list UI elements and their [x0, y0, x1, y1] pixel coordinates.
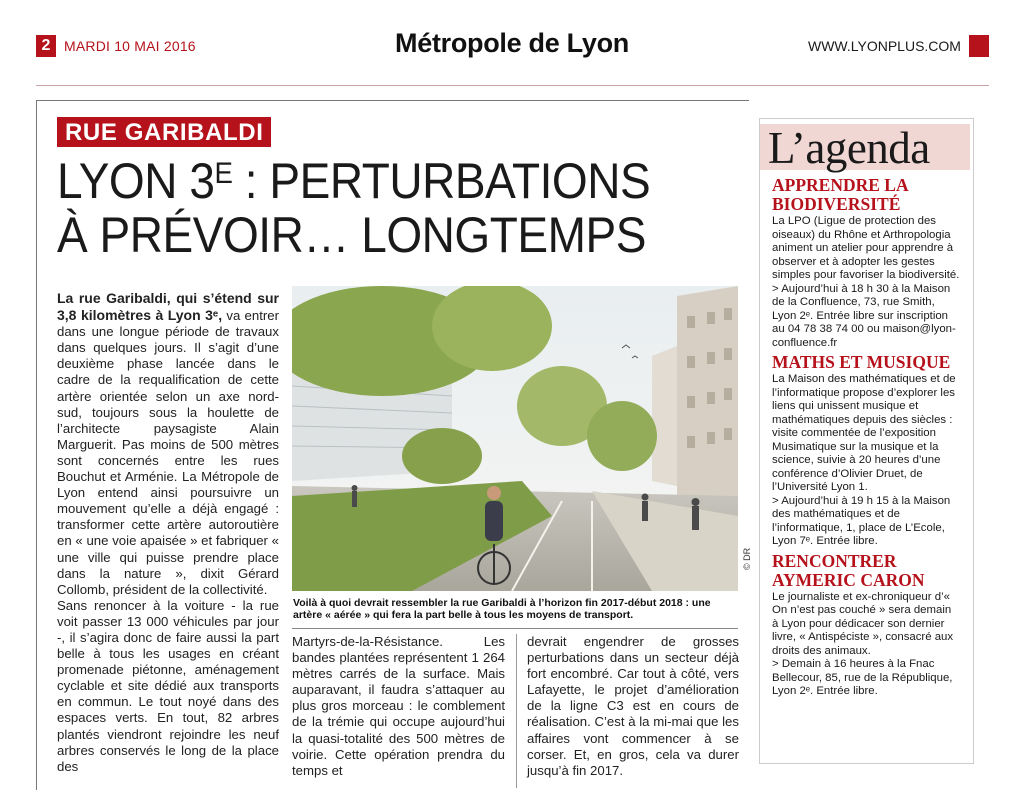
- agenda-item: [772, 353, 960, 549]
- agenda-item-text: La Maison des mathématiques et de l’informatique propose d’explorer les liens qui unissent musique et mathématiques depuis des siècles : visite commentée de l’exposition Musimatique sur la musique et la science, suivie à 20 heures d’une conférence d’Olivier Druet, de l’Université Lyon 1.: [772, 373, 956, 493]
- article-rubric: RUE GARIBALDI: [57, 117, 271, 147]
- headline-text-b: : PERTURBATIONS: [232, 153, 651, 209]
- agenda-item-text: La LPO (Ligue de protection des oiseaux) du Rhône et Arthropologia animent un atelier pour apprendre à observer et à adopter les gestes simples pour favoriser la biodiversité.: [772, 215, 960, 281]
- article-paragraph-1: va entrer dans une longue période de travaux dans quelques jours. Il s’agit d’une deuxième phase lancée dans le cadre de la requalification de cette artère orientée selon un axe nord-sud, toujours sous la houlette de l’architecte paysagiste Alain Marguerit. Pas moins de 500 mètres sont concernés entre les rues Bouchut et Arménie. La Métropole de Lyon entend ainsi poursuivre un mouvement qu’elle a déjà engagé : transformer cette artère autoroutière en « une voie apaisée » et fabriquer « une ville qui puisse prendre place dans la nature », dixit Gérard Collomb, président de la collectivité.: [57, 308, 279, 597]
- header-marker: [969, 35, 989, 57]
- agenda-item-details: > Aujourd’hui à 18 h 30 à la Maison de la Confluence, 73, rue Smith, Lyon 2ᵉ. Entrée libre sur inscription au 04 78 38 74 00 ou maison@lyon-confluence.fr: [772, 282, 956, 349]
- agenda-item-heading: APPRENDRE LA BIODIVERSITÉ: [772, 175, 908, 214]
- agenda-item: [772, 552, 960, 699]
- headline-line-1: [57, 154, 650, 208]
- article-lead: La rue Garibaldi, qui s’étend sur 3,8 kilomètres à Lyon 3ᵉ,: [57, 290, 279, 324]
- page-number: 2: [36, 35, 56, 57]
- agenda-item-heading: MATHS ET MUSIQUE: [772, 352, 951, 372]
- street-illustration: [292, 286, 738, 591]
- agenda-item-text: Le journaliste et ex-chroniqueur d’« On n’est pas couché » sera demain à Lyon pour dédicacer son dernier livre, « Antispéciste », consacré aux droits des animaux.: [772, 590, 954, 657]
- agenda-item: [772, 176, 960, 350]
- article-column-1: [57, 290, 279, 775]
- headline-text-a: LYON 3: [57, 153, 215, 209]
- article-column-3: devrait engendrer de grosses perturbations dans un secteur déjà fort encombré. Car tout à côté, vers Lafayette, le projet d’amélioration de la ligne C3 est en cours de réalisation. C’est à la mi-mai que les affaires vont commencer à se corser. Et, en gros, cela va durer jusqu’à fin 2017.: [527, 634, 739, 778]
- caption-divider: [292, 628, 738, 629]
- article-paragraph-2: Sans renoncer à la voiture - la rue voit passer 13 000 véhicules par jour -, il s’agira donc de faire aussi la part belle à tous les usages en créant promenade piétonne, aménagement cyclable et site dédié aux transports en commun. Le tout noyé dans des espaces verts. En tout, 82 arbres plantés viendront rejoindre les neuf arbres conservés le long de la place des: [57, 597, 279, 774]
- agenda-item-heading: RENCONTRER AYMERIC CARON: [772, 550, 925, 590]
- headline-line-2: À PRÉVOIR… LONGTEMPS: [57, 207, 646, 263]
- issue-date: MARDI 10 MAI 2016: [64, 38, 196, 54]
- agenda-list: [772, 176, 960, 702]
- section-title: Métropole de Lyon: [395, 28, 629, 58]
- header-divider: [36, 85, 989, 86]
- article-photo: [292, 286, 738, 591]
- agenda-title: L’agenda: [768, 123, 930, 173]
- photo-caption: Voilà à quoi devrait ressembler la rue Garibaldi à l’horizon fin 2017-début 2018 : une artère « aérée » qui fera la part belle à tous les moyens de transport.: [293, 597, 711, 621]
- agenda-item-details: > Aujourd’hui à 19 h 15 à la Maison des mathématiques et de l’informatique, 1, place de L’Ecole, Lyon 7ᵉ. Entrée libre.: [772, 494, 951, 547]
- article-column-2: Martyrs-de-la-Résistance. Les bandes plantées représentent 1 264 mètres carrés de la surface. Mais auparavant, il faudra s’attaquer au plus gros morceau : le comblement de la trémie qui occupe aujourd’hui la quasi-totalité des 500 mètres de voirie. Cette opération prendra du temps et: [292, 634, 505, 778]
- agenda-item-details: > Demain à 16 heures à la Fnac Bellecour, 85, rue de la République, Lyon 2ᵉ. Entrée libre.: [772, 658, 953, 697]
- column-divider: [516, 634, 517, 788]
- headline-superscript: E: [214, 157, 233, 190]
- photo-credit: © DR: [742, 547, 752, 570]
- website-link[interactable]: WWW.LYONPLUS.COM: [808, 38, 961, 54]
